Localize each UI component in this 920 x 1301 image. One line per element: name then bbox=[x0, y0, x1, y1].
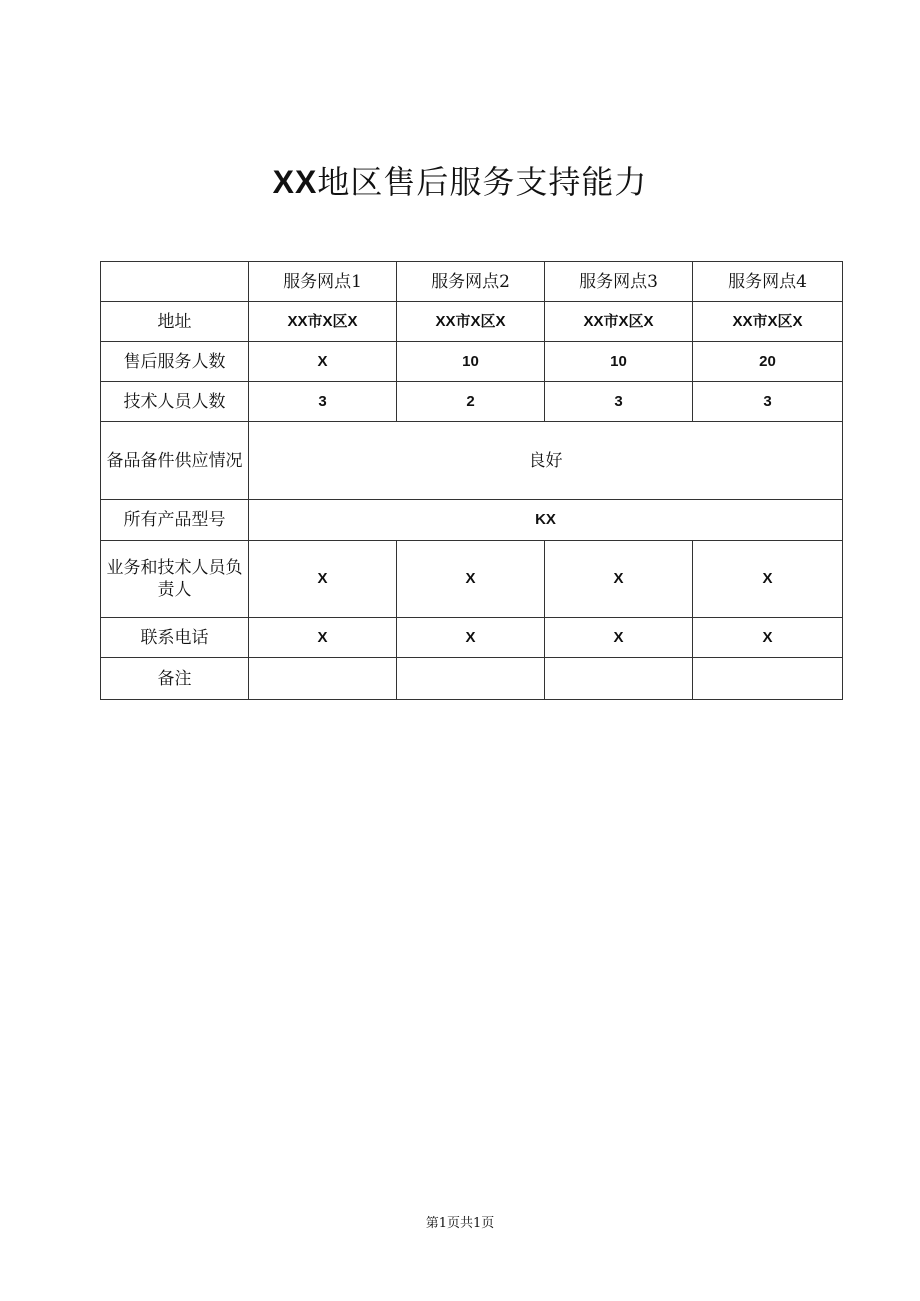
row-label-address: 地址 bbox=[101, 302, 249, 342]
phone-site-3: X bbox=[545, 618, 693, 658]
row-label-service-staff: 售后服务人数 bbox=[101, 342, 249, 382]
tech-staff-site-1: 3 bbox=[249, 382, 397, 422]
responsible-site-3: X bbox=[545, 541, 693, 618]
remarks-site-2 bbox=[397, 658, 545, 700]
table-row-remarks bbox=[101, 658, 843, 700]
remarks-site-3 bbox=[545, 658, 693, 700]
title-text: 地区售后服务支持能力 bbox=[317, 163, 648, 201]
table-row-spare-parts bbox=[101, 422, 843, 500]
product-models-value: KX bbox=[249, 500, 843, 541]
table-row-address bbox=[101, 302, 843, 342]
row-label-responsible: 业务和技术人员负责人 bbox=[101, 541, 249, 618]
table-row-product-models bbox=[101, 500, 843, 541]
responsible-site-1: X bbox=[249, 541, 397, 618]
tech-staff-site-2: 2 bbox=[397, 382, 545, 422]
phone-site-1: X bbox=[249, 618, 397, 658]
row-label-phone: 联系电话 bbox=[101, 618, 249, 658]
row-label-remarks: 备注 bbox=[101, 658, 249, 700]
service-staff-site-3: 10 bbox=[545, 342, 693, 382]
row-label-product-models: 所有产品型号 bbox=[101, 500, 249, 541]
responsible-site-2: X bbox=[397, 541, 545, 618]
responsible-site-4: X bbox=[693, 541, 843, 618]
column-header-site-4: 服务网点4 bbox=[693, 262, 843, 302]
address-site-4: XX市X区X bbox=[693, 302, 843, 342]
service-staff-site-4: 20 bbox=[693, 342, 843, 382]
table-row-phone bbox=[101, 618, 843, 658]
address-site-2: XX市X区X bbox=[397, 302, 545, 342]
address-site-1: XX市X区X bbox=[249, 302, 397, 342]
spare-parts-value: 良好 bbox=[249, 422, 843, 500]
address-site-3: XX市X区X bbox=[545, 302, 693, 342]
column-header-site-2: 服务网点2 bbox=[397, 262, 545, 302]
table-row-tech-staff bbox=[101, 382, 843, 422]
page-title bbox=[0, 160, 920, 204]
phone-site-2: X bbox=[397, 618, 545, 658]
tech-staff-site-4: 3 bbox=[693, 382, 843, 422]
page-footer: 第1页共1页 bbox=[425, 1216, 495, 1231]
column-header-site-3: 服务网点3 bbox=[545, 262, 693, 302]
table-row-service-staff bbox=[101, 342, 843, 382]
remarks-site-1 bbox=[249, 658, 397, 700]
tech-staff-site-3: 3 bbox=[545, 382, 693, 422]
column-header-site-1: 服务网点1 bbox=[249, 262, 397, 302]
table-header-row bbox=[101, 262, 843, 302]
service-staff-site-1: X bbox=[249, 342, 397, 382]
row-label-spare-parts: 备品备件供应情况 bbox=[101, 422, 249, 500]
row-label-tech-staff: 技术人员人数 bbox=[101, 382, 249, 422]
corner-cell bbox=[101, 262, 249, 302]
title-prefix: XX bbox=[272, 164, 318, 200]
table-row-responsible bbox=[101, 541, 843, 618]
phone-site-4: X bbox=[693, 618, 843, 658]
service-capacity-table bbox=[100, 261, 843, 700]
service-staff-site-2: 10 bbox=[397, 342, 545, 382]
remarks-site-4 bbox=[693, 658, 843, 700]
